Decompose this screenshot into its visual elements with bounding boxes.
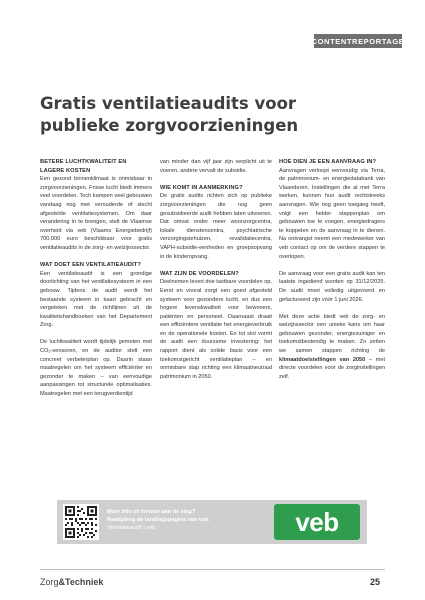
paragraph: Een ventilatieaudit is een grondige doorlichting van het ventilatiesysteem in een gebouw. Tijdens de audit wordt het bestaande systeem in kaart gebracht en vergeleken met de richtlijnen uit de kwaliteitshandboeken van het Departement Zorg.	[40, 270, 152, 329]
promo-banner	[57, 500, 367, 544]
promo-text	[107, 508, 257, 533]
brand-part-1: Zorg	[40, 577, 59, 587]
magazine-brand	[40, 577, 103, 587]
paragraph: De aanvraag voor een gratis audit kan ten laatste ingediend worden op 31/12/2025. De audit moet volledig uitgevoerd en gefactureerd zijn vóór 1 juni 2026.	[279, 270, 385, 303]
highlight-text: klimaatdoelstellingen van 2050	[279, 356, 366, 363]
paragraph: Aanvragen verloopt eenvoudig via Terra, de patrimonium- en energiedatabank van Vlaanderen. Instellingen die al met Terra werken, kunnen hun audit rechtstreeks aanvragen. Wie nog geen toegang heeft, volgt een helder stappenplan om gebouwen toe te voegen, energiedragers te koppelen en de aanvraag in te dienen. Na ontvangst neemt een medewerker van veb contact op om de verdere stappen te overlopen.	[279, 167, 385, 260]
article-title: Gratis ventilatieaudits voor publieke zorgvoorzieningen	[40, 94, 299, 135]
section-tag: CONTENTREPORTAGE	[314, 34, 402, 48]
paragraph: Een gezond binnenklimaat is onmisbaar in zorgvoorzieningen. Frisse lucht biedt immers veel voordelen. Toch kampen veel gebouwen vandaag nog met verouderde of slecht afgestelde ventilatiesystemen. Om daar verandering in te brengen, stelt de Vlaamse overheid via veb (Vlaams Energiebedrijf) 700.000 euro beschikbaar voor gratis ventilatieaudits in de zorg- en welzijnssector.	[40, 176, 152, 251]
article-column-1	[40, 158, 152, 399]
paragraph: De luchtkwaliteit wordt tijdelijk gemeten met CO₂-sensoren, en de auditor stelt een concreet verbeterplan op. Daarin staan maatregelen om het systeem efficiënter en gezonder te maken – van eenvoudige aanpassingen tot structurele optimalisaties. Maatregelen met een terugverdientijd	[40, 339, 152, 398]
article-column-2	[160, 158, 272, 381]
paragraph-text: Met deze actie biedt veb de zorg- en welzijnssector een unieke kans om haar gebouwen gezonder, energiezuiniger en toekomstbestendig te maken. Zo zetten we samen stappen richting de	[279, 313, 385, 355]
promo-line-2: Raadpleeg de landingspagina van veb.	[107, 517, 210, 524]
paragraph: De gratis audits richten zich op publieke zorgvoorzieningen die nog geen gesubsidieerde audit hebben laten uitvoeren. Dat omvat onder meer woonzorgcentra, lokale dienstencentra, psychiatrische verzorgingstehuizen, revalidatiecentra, VAPH-subsidie-eenheden en groepsopvang in de kinderopvang.	[160, 193, 272, 260]
promo-line-1: Meer info of meteen aan de slag?	[107, 509, 196, 515]
paragraph	[279, 313, 385, 382]
paragraph: Deelnemen levert drie tastbare voordelen op. Eerst en vooral zorgt een goed afgesteld systeem voor gezondere lucht, en dus een hogere levenskwaliteit voor bewoners, patiënten en personeel. Daarnaast draait een efficiëntere ventilatie het energieverbruik en de operationele kosten. En tot slot vormt de audit een duurzame investering: het rapport dient als solide basis voor een toekomstgericht ventilatieplan – en onmisbare stap richting een klimaatneutraal patrimonium in 2050.	[160, 279, 272, 380]
promo-link[interactable]: Ventilatieaudit | veb	[107, 525, 156, 532]
veb-logo: veb	[274, 504, 360, 540]
heading-wat-zijn-voordelen: WAT ZIJN DE VOORDELEN?	[160, 270, 239, 277]
qr-code-icon[interactable]	[63, 504, 99, 540]
heading-wat-doet-audit: WAT DOET EEN VENTILATIEAUDIT?	[40, 262, 141, 269]
paragraph: van minder dan vijf jaar zijn verplicht uit te voeren, andere vervalt de subsidie.	[160, 159, 272, 174]
heading-betere-luchtkwaliteit: BETERE LUCHTKWALITEIT EN LAGERE KOSTEN	[40, 159, 127, 174]
paragraph-text: – met directe voordelen voor de zorginstellingen zelf.	[279, 356, 385, 380]
heading-hoe-aanvraag: HOE DIEN JE EEN AANVRAAG IN?	[279, 159, 377, 165]
footer-divider	[40, 569, 385, 570]
brand-part-2: &Techniek	[58, 577, 104, 587]
page-number: 25	[370, 577, 381, 587]
article-column-3	[279, 158, 385, 381]
heading-wie-komt-in-aanmerking: WIE KOMT IN AANMERKING?	[160, 184, 243, 191]
